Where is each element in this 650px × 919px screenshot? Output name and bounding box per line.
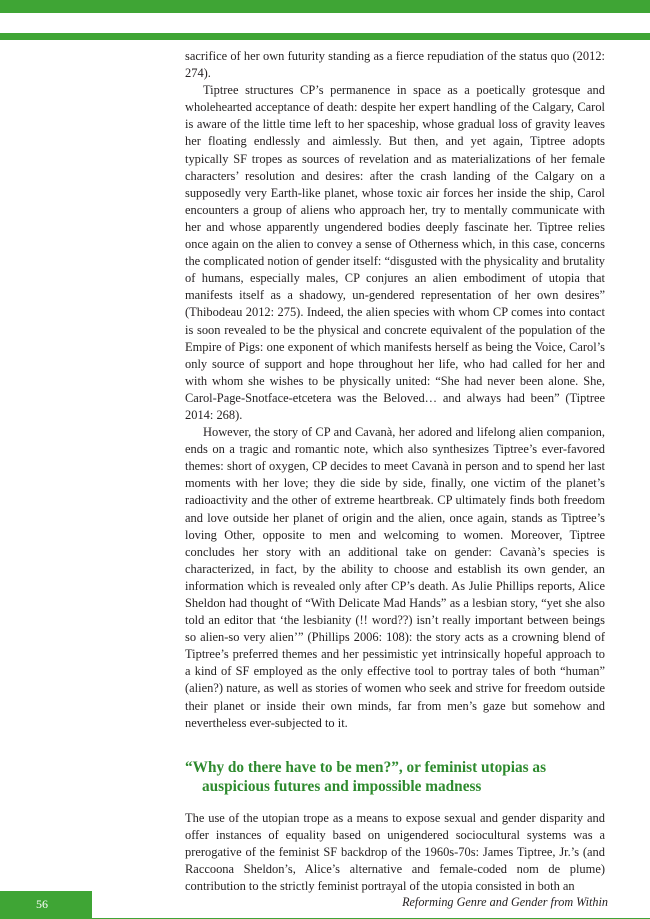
paragraph-cp-and-cavana: However, the story of CP and Cavanà, her adored and lifelong alien companion, ends on a tragic and romantic note, which also synthesizes Tiptree’s ever-favored themes: short of oxygen, CP decides to meet Cavanà in person and to spend her last moments with her love; they die side by side, finally, one victim of the planet’s radioactivity and the other of extreme heartbreak. CP ultimately finds both freedom and love outside her planet of origin and the alien, once again, stands as Tiptree’s loving Other, opposite to men and welcoming to women. Moreover, Tiptree concludes her story with an additional take on gender: Cavanà’s species is characterized, in fact, by the ability to choose and establish its own gender, an information which is revealed only after CP’s death. As Julie Phillips reports, Alice Sheldon had thought of “With Delicate Mad Hands” as a lesbian story, “yet she also told an editor that ‘the lesbianity (!! word??) isn’t really important between beings so alien-so very alien’” (Phillips 2006: 108): the story acts as a crowning blend of Tiptree’s preferred themes and her pessimistic yet intrinsically hopeful approach to a kind of SF employed as the only effective tool to portray tales of both “human” (alien?) nature, as well as stories of women who seek and strive for freedom outside their planet or inside their own minds, far from men’s gaze but somehow and nevertheless ever-subjected to it. [185, 425, 605, 730]
page-number: 56 [36, 897, 48, 911]
paragraph-continuation: sacrifice of her own futurity standing as a fierce repudiation of the status quo (2012: 274). [185, 49, 605, 81]
running-title: Reforming Genre and Gender from Within [402, 895, 608, 909]
body-text-column [185, 48, 605, 895]
page-number-box [0, 891, 92, 919]
section-heading: “Why do there have to be men?”, or feminist utopias as auspicious futures and impossible madness [185, 758, 547, 795]
paragraph-tiptree-structures: Tiptree structures CP’s permanence in space as a poetically grotesque and wholehearted acceptance of death: despite her expert handling of the Calgary, Carol is aware of the little time left to her spaceship, whose gradual loss of gravity leaves her floating endlessly and aimlessly. But then, and yet again, Tiptree adopts typically SF tropes as sources of revelation and as materializations of her female characters’ resolution and desires: after the crash landing of the Calgary on a supposedly very Earth-like planet, whose toxic air forces her inside the ship, Carol encounters a group of aliens who approach her, try to mentally communicate with her and whose apparently ungendered bodies deeply fascinate her. Tiptree relies once again on the alien to convey a sense of Otherness which, in this case, concerns the complicated notion of gender itself: “disgusted with the physicality and brutality of humans, especially males, CP conjures an alien embodiment of utopia that manifests itself as a shadowy, un-gendered representation of her own desires” (Thibodeau 2012: 275). Indeed, the alien species with whom CP comes into contact is soon revealed to be the physical and concrete equivalent of the population of the Empire of Pigs: one exponent of which manifests herself as being the Voice, Carol’s only source of support and hope throughout her life, who had called for her and with whom she wishes to be physically united: “She had never been alone. She, Carol-Page-Snotface-etcetera was the Beloved… and always had been” (Tiptree 2014: 268). [185, 83, 605, 422]
top-green-rule [0, 33, 650, 40]
top-green-bar [0, 0, 650, 13]
paragraph-utopian-trope: The use of the utopian trope as a means to expose sexual and gender disparity and offer instances of equality based on unigendered sociocultural systems was a prerogative of the feminist SF backdrop of the 1960s-70s: James Tiptree, Jr.’s (and Raccoona Sheldon’s, Alice’s alternative and female-coded nom de plume) contribution to the strictly feminist portrayal of the utopia consisted in both an [185, 810, 605, 894]
